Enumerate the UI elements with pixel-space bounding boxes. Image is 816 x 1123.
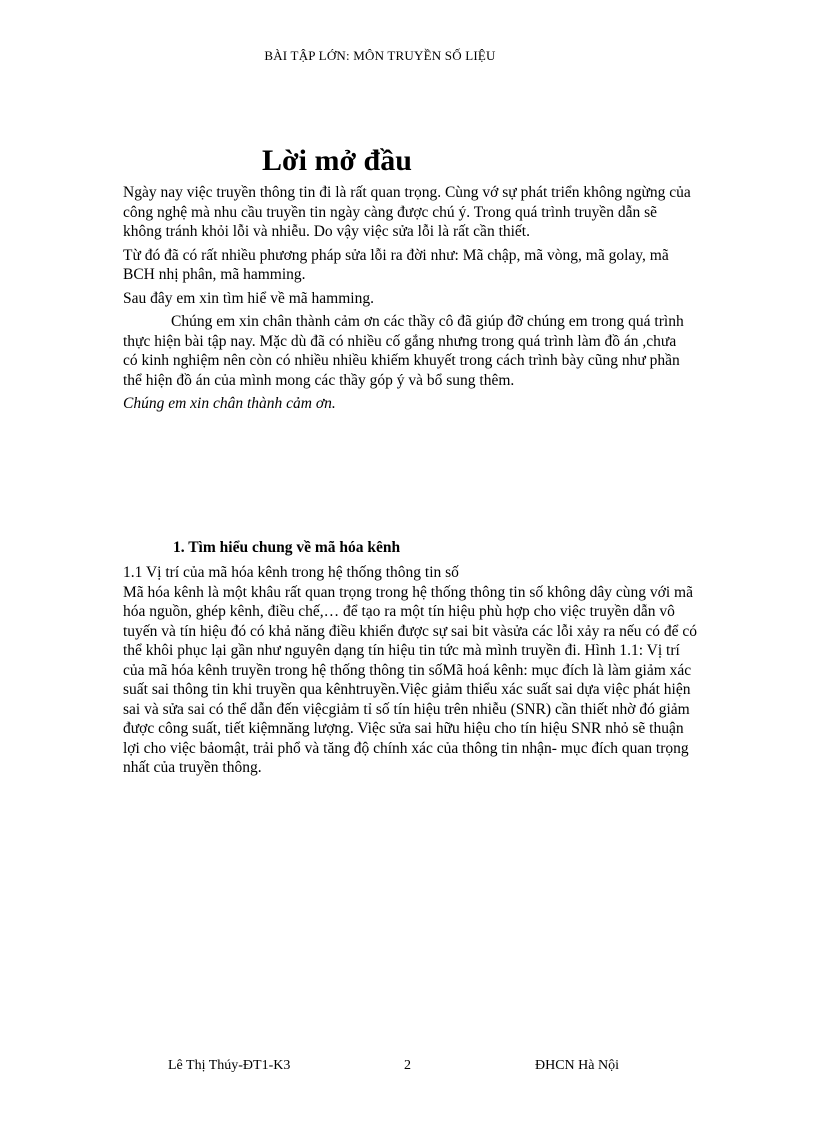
section-heading: 1. Tìm hiểu chung về mã hóa kênh <box>173 539 401 556</box>
acknowledgement-paragraph: Chúng em xin chân thành cảm ơn các thầy cô đã giúp đỡ chúng em trong quá trình thực hiện bài tập nay. Mặc dù đã có nhiều cố gắng nhưng trong quá trình làm đồ án ,chưa có kinh nghiệm nên còn có nhiều nhiều khiếm khuyết trong cách trình bày cũng như phần thể hiện đồ án của mình mong các thầy góp ý và bổ sung thêm. <box>123 313 684 389</box>
subsection <box>123 563 698 778</box>
intro-paragraph: Ngày nay việc truyền thông tin đi là rất quan trọng. Cùng vớ sự phát triển không ngừng của công nghệ mà nhu cầu truyền tin ngày càng được chú ý. Trong quá trình truyền dẫn sẽ không tránh khỏi lỗi và nhiễu. Do vậy việc sửa lỗi là rất cần thiết. <box>123 184 691 240</box>
footer-school: ĐHCN Hà Nội <box>535 1058 619 1073</box>
footer-author: Lê Thị Thúy-ĐT1-K3 <box>168 1058 291 1073</box>
intro-paragraph: Sau đây em xin tìm hiể về mã hamming. <box>123 289 374 307</box>
intro-section <box>123 183 693 418</box>
intro-paragraph: Từ đó đã có rất nhiều phương pháp sửa lỗi ra đời như: Mã chập, mã vòng, mã golay, mã BCH nhị phân, mã hamming. <box>123 246 669 283</box>
page-number: 2 <box>404 1058 411 1073</box>
thanks-line: Chúng em xin chân thành cảm ơn. <box>123 395 336 412</box>
page-header: BÀI TẬP LỚN: MÔN TRUYỀN SỐ LIỆU <box>264 48 496 63</box>
page-title: Lời mở đầu <box>262 144 412 177</box>
page-footer <box>0 1058 816 1078</box>
subsection-heading: 1.1 Vị trí của mã hóa kênh trong hệ thống thông tin số <box>123 564 459 581</box>
subsection-body: Mã hóa kênh là một khâu rất quan trọng trong hệ thống thông tin số không dây cùng với mã hóa nguồn, ghép kênh, điều chế,… để tạo ra một tín hiệu phù hợp cho việc truyền dẫn vô tuyến và tín hiệu đó có khả năng điều khiển được sự sai bit vàsửa các lỗi xảy ra nếu có để có thể khôi phục lại gần như nguyên dạng tín hiệu tin tức mà mình truyền đi. Hình 1.1: Vị trí của mã hóa kênh truyền trong hệ thống thông tin sốMã hoá kênh: mục đích là làm giảm xác suất sai thông tin khi truyền qua kênhtruyền.Việc giảm thiểu xác suất sai dựa việc phát hiện sai và sửa sai có thể dẫn đến việcgiảm tỉ số tín hiệu trên nhiễu (SNR) cần thiết nhờ đó giảm được công suất, tiết kiệmnăng lượng. Việc sửa sai hữu hiệu cho tín hiệu SNR nhỏ sẽ thuận lợi cho việc bảomật, trải phổ và tăng độ chính xác của thông tin nhận- mục đích quan trọng nhất của truyền thông. <box>123 583 697 776</box>
